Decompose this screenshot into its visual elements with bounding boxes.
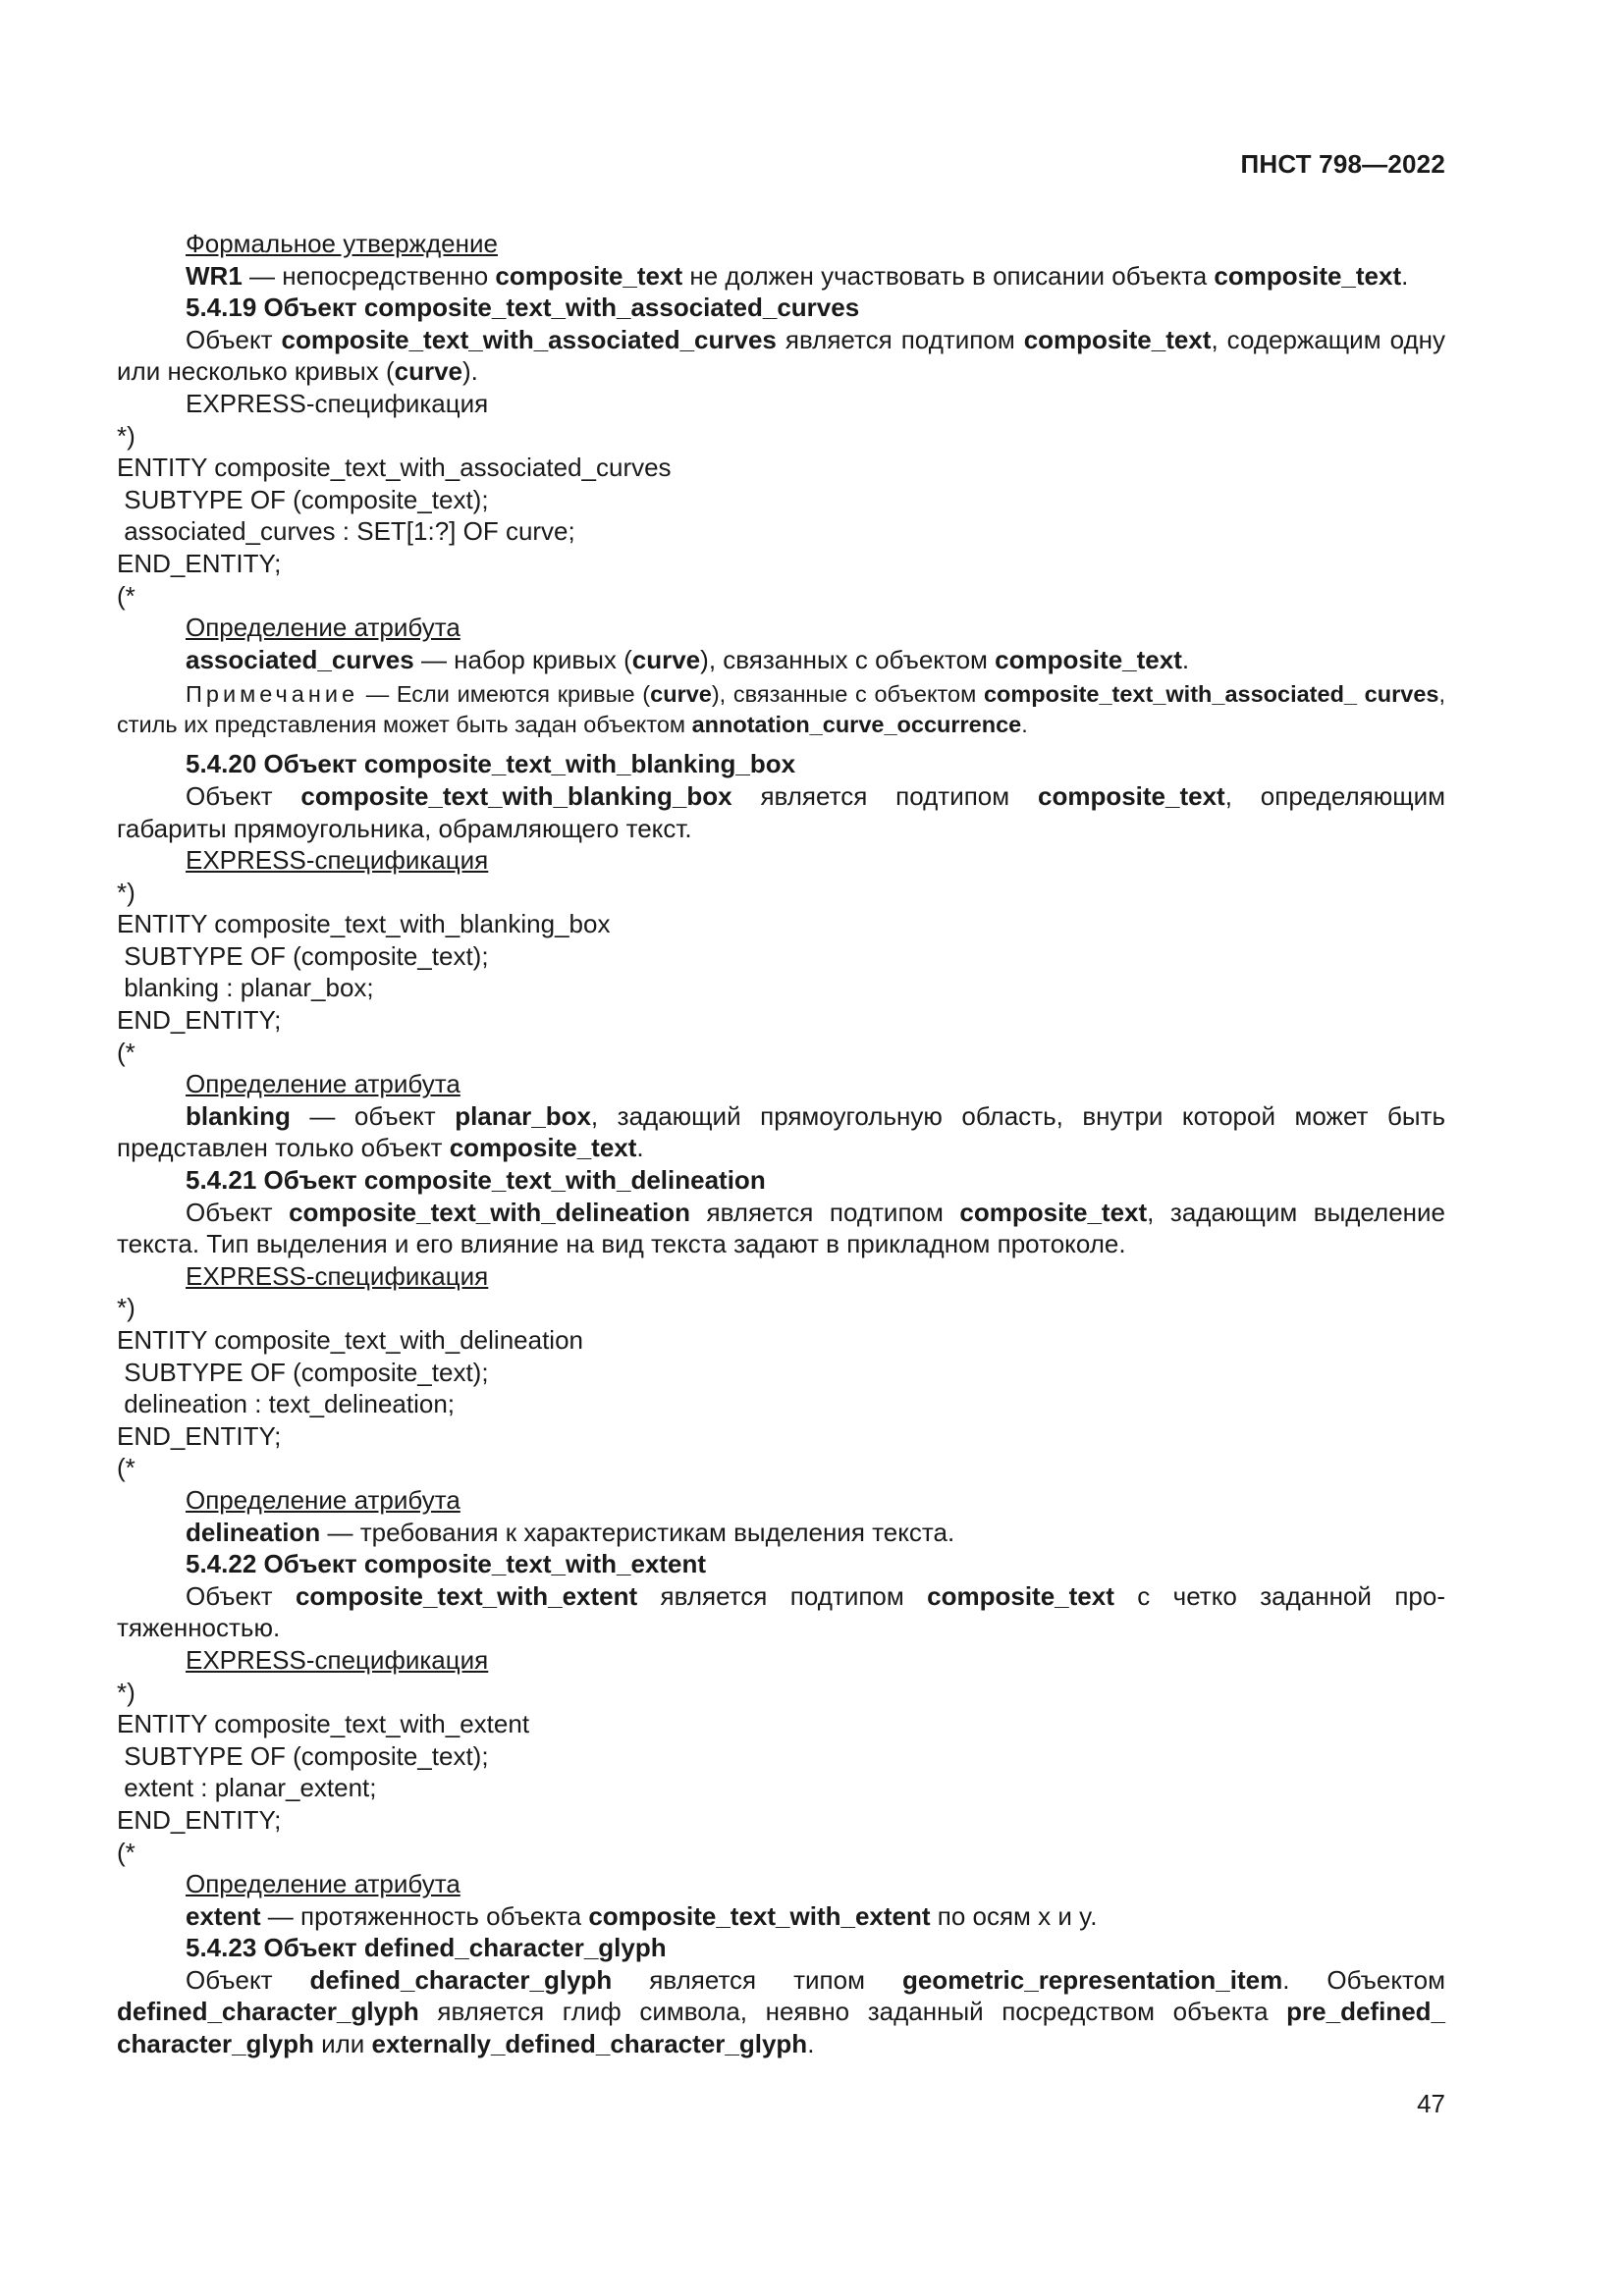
bold-term: composite_text: [959, 1197, 1148, 1227]
text-run: — непосредственно: [242, 260, 496, 291]
code-line: delineation : text_delineation;: [117, 1389, 456, 1419]
bold-term: defined_character_glyph: [117, 1997, 419, 2027]
text-run: или: [313, 2029, 372, 2059]
code-line: ENTITY composite_text_with_delineation: [117, 1325, 583, 1355]
section-label: EXPRESS-спецификация: [186, 1644, 489, 1675]
section-label: EXPRESS-спецификация: [186, 845, 489, 876]
text-run: , содержащим одну или несколько кривых (: [117, 324, 1445, 387]
text-run: по осям x и y.: [930, 1900, 1098, 1931]
text-run: .: [1401, 260, 1409, 291]
text-run: — протяженность объекта: [260, 1900, 589, 1931]
section-label: EXPRESS-спецификация: [186, 1260, 489, 1291]
section-label: Определение атрибута: [186, 613, 460, 643]
section-heading: 5.4.22 Объект composite_text_with_extent: [186, 1549, 707, 1579]
text-run: Объект: [186, 1580, 296, 1611]
code-line: (*: [117, 1453, 135, 1483]
bold-term: composite_text: [995, 644, 1182, 674]
code-line: extent : planar_extent;: [117, 1773, 377, 1803]
paragraph: [117, 1900, 1445, 1933]
note-paragraph: [117, 679, 1445, 740]
bold-term: composite_text: [927, 1580, 1114, 1611]
bold-term: composite_text_with_delineation: [289, 1197, 690, 1227]
bold-term: composite_text_with_extent: [588, 1900, 931, 1931]
text-run: EXPRESS-спецификация: [186, 388, 489, 418]
section-label: Определение атрибута: [186, 1069, 460, 1099]
bold-term: curve: [650, 681, 712, 708]
text-run: ), связанные с объектом: [711, 681, 984, 708]
bold-term: annotation_curve_occurrence: [691, 712, 1022, 738]
text-run: — объект: [290, 1100, 456, 1131]
bold-term: composite_text: [449, 1133, 637, 1163]
code-line: END_ENTITY;: [117, 1005, 282, 1036]
paragraph: [117, 1964, 1445, 2060]
bold-term: composite_text: [1214, 260, 1402, 291]
text-run: Объект: [186, 1964, 310, 1995]
bold-term: composite_text_with_blanking_box: [300, 780, 732, 811]
paragraph: [117, 644, 1445, 676]
code-line: associated_curves : SET[1:?] OF curve;: [117, 516, 575, 547]
text-run: , стиль их представления может быть задан объектом: [117, 681, 1445, 738]
code-line: (*: [117, 1837, 135, 1867]
code-line: (*: [117, 1037, 135, 1067]
bold-term: defined_character_glyph: [309, 1964, 613, 1995]
section-label: Определение атрибута: [186, 1484, 460, 1515]
paragraph: [117, 388, 1445, 420]
text-run: является подтипом: [637, 1580, 928, 1611]
code-line: (*: [117, 580, 135, 611]
text-run: Объект: [186, 1197, 290, 1227]
text-run: является глиф символа, неявно заданный посредством объекта: [418, 1997, 1287, 2027]
code-line: *): [117, 1677, 135, 1707]
bold-term: curve: [631, 644, 701, 674]
bold-term: composite_text_with_associated_ curves: [983, 681, 1439, 708]
paragraph: [117, 324, 1445, 388]
bold-term: composite_text: [1023, 324, 1212, 354]
bold-term: composite_text_with_associated_curves: [281, 324, 777, 354]
bold-term: extent: [186, 1900, 261, 1931]
section-heading: 5.4.20 Объект composite_text_with_blanking_box: [186, 749, 796, 779]
text-run: — набор кривых (: [413, 644, 632, 674]
text-run: является подтипом: [776, 324, 1024, 354]
text-run: — Если имеются кривые (: [358, 681, 651, 708]
code-line: *): [117, 1293, 135, 1323]
bold-term: geometric_representation_item: [901, 1964, 1283, 1995]
code-line: SUBTYPE OF (composite_text);: [117, 1357, 489, 1387]
code-line: END_ENTITY;: [117, 1804, 282, 1835]
code-line: ENTITY composite_text_with_extent: [117, 1709, 530, 1739]
code-line: *): [117, 877, 135, 907]
paragraph: [117, 260, 1445, 293]
bold-term: planar_box: [455, 1100, 591, 1131]
text-run: .: [1021, 712, 1028, 738]
section-heading: 5.4.23 Объект defined_character_glyph: [186, 1933, 667, 1963]
code-line: *): [117, 420, 135, 451]
text-run: Объект: [186, 324, 282, 354]
text-run: — требования к характеристикам выделения текста.: [320, 1517, 955, 1547]
code-line: END_ENTITY;: [117, 548, 282, 578]
text-run: , задающим выделение текста. Тип выделения и его влияние на вид текста задают в прикладном протоколе.: [117, 1197, 1446, 1259]
text-run: ), связанных с объектом: [700, 644, 996, 674]
bold-term: WR1: [186, 260, 243, 291]
text-run: .: [1181, 644, 1190, 674]
page-header: ПНСТ 798—2022: [1240, 149, 1445, 179]
code-line: END_ENTITY;: [117, 1420, 282, 1451]
paragraph: [117, 1517, 1445, 1549]
bold-term: externally_defined_character_glyph: [371, 2029, 808, 2059]
section-label: Определение атрибута: [186, 1869, 460, 1899]
text-run: , определяющим габариты прямоугольника, обрамляющего текст.: [117, 780, 1445, 843]
bold-term: curve: [394, 356, 463, 387]
bold-term: composite_text: [1037, 780, 1225, 811]
code-line: SUBTYPE OF (composite_text);: [117, 484, 489, 514]
code-line: SUBTYPE OF (composite_text);: [117, 1740, 489, 1771]
text-run: ).: [462, 356, 478, 387]
paragraph: [117, 1100, 1445, 1164]
bold-term: composite_text: [495, 260, 683, 291]
bold-term: blanking: [186, 1100, 291, 1131]
text-run: с четко заданной протяженностью.: [117, 1580, 1445, 1643]
text-run: , задающий прямоугольную область, внутри которой может быть представлен только объект: [117, 1100, 1445, 1163]
text-run: Объект: [186, 780, 301, 811]
code-line: ENTITY composite_text_with_blanking_box: [117, 909, 611, 939]
section-heading: 5.4.19 Объект composite_text_with_associated_curves: [186, 293, 860, 323]
text-run: является подтипом: [689, 1197, 960, 1227]
section-heading: 5.4.21 Объект composite_text_with_delineation: [186, 1165, 766, 1196]
paragraph: [117, 1197, 1445, 1260]
text-run: .: [636, 1133, 644, 1163]
note-label: Примечание: [186, 681, 359, 708]
bold-term: delineation: [186, 1517, 321, 1547]
paragraph: [117, 1580, 1445, 1644]
text-run: не должен участвовать в описании объекта: [682, 260, 1215, 291]
bold-term: pre_defined_ character_glyph: [117, 1997, 1445, 2059]
paragraph: [117, 780, 1445, 844]
page-number: 47: [1417, 2089, 1445, 2118]
bold-term: associated_curves: [186, 644, 414, 674]
code-line: SUBTYPE OF (composite_text);: [117, 940, 489, 971]
text-run: является подтипом: [731, 780, 1038, 811]
code-line: blanking : planar_box;: [117, 973, 374, 1003]
text-run: .: [807, 2029, 815, 2059]
document-body: [117, 228, 1445, 2060]
text-run: является типом: [612, 1964, 902, 1995]
section-label: Формальное утверждение: [186, 229, 498, 258]
code-line: ENTITY composite_text_with_associated_curves: [117, 453, 672, 483]
bold-term: composite_text_with_extent: [295, 1580, 638, 1611]
text-run: . Объектом: [1282, 1964, 1446, 1995]
